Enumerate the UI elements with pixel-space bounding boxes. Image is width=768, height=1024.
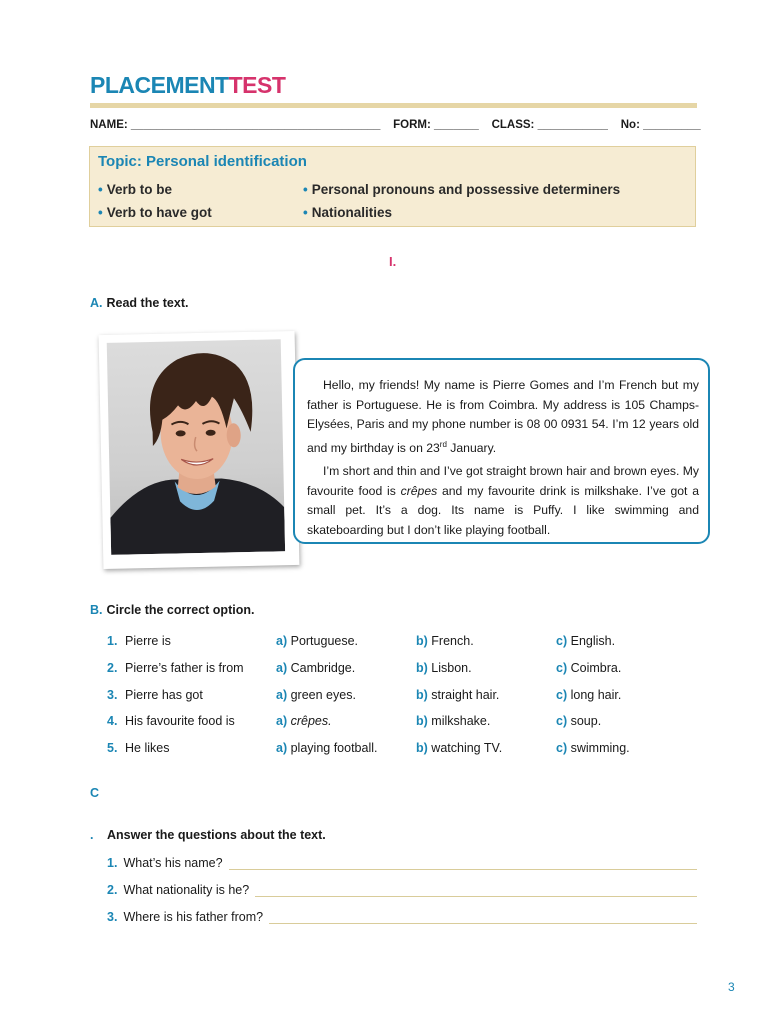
- option-a[interactable]: [276, 688, 356, 702]
- question-text: Where is his father from?: [123, 910, 264, 924]
- title-divider: [90, 103, 697, 108]
- bullet-icon: •: [98, 182, 103, 197]
- section-a-letter: A.: [90, 296, 103, 310]
- question-stem-wrap: [125, 634, 171, 648]
- option-b-text: milkshake.: [431, 714, 491, 729]
- topic-item: [303, 182, 620, 197]
- topic-box: [89, 146, 696, 227]
- question-number: 1.: [107, 856, 118, 870]
- option-c-letter: c): [556, 714, 568, 729]
- italic-word: crêpes: [400, 483, 438, 498]
- open-question: [107, 882, 697, 897]
- option-b-letter: b): [416, 741, 428, 756]
- option-a-text: crêpes.: [290, 714, 332, 729]
- option-a[interactable]: [276, 634, 358, 648]
- open-question: [107, 855, 697, 870]
- reading-paragraph: [307, 462, 699, 540]
- form-field[interactable]: _______: [434, 119, 479, 131]
- question-number-wrap: [107, 661, 117, 675]
- title-test: TEST: [228, 72, 286, 98]
- question-number-wrap: [107, 741, 117, 755]
- speech-bubble: [293, 358, 710, 544]
- question-stem-wrap: [125, 714, 235, 728]
- choice-question: [107, 688, 707, 706]
- option-c-text: long hair.: [570, 687, 622, 702]
- question-number: 5.: [107, 741, 118, 756]
- option-a-letter: a): [276, 714, 288, 729]
- option-a[interactable]: [276, 714, 332, 728]
- option-c[interactable]: [556, 714, 601, 728]
- question-number: 4.: [107, 714, 118, 729]
- reading-text: [307, 376, 699, 544]
- section-a-heading: [90, 296, 188, 310]
- option-b-text: watching TV.: [431, 741, 503, 756]
- option-c-letter: c): [556, 660, 568, 675]
- option-b-text: French.: [431, 634, 474, 648]
- option-a[interactable]: [276, 741, 377, 755]
- option-c-letter: c): [556, 634, 568, 648]
- option-b-text: straight hair.: [431, 687, 500, 702]
- question-number: 3.: [107, 687, 118, 702]
- option-c[interactable]: [556, 661, 621, 675]
- bullet-icon: •: [303, 182, 308, 197]
- section-c-letter-text: C: [90, 786, 100, 800]
- boy-photo: [107, 339, 285, 555]
- open-question: [107, 909, 697, 924]
- option-c-text: Coimbra.: [570, 660, 622, 675]
- section-b-letter: B.: [90, 603, 103, 617]
- class-field[interactable]: ___________: [537, 119, 608, 131]
- answer-line[interactable]: [229, 855, 697, 870]
- option-c[interactable]: [556, 634, 615, 648]
- option-b-text: Lisbon.: [431, 660, 472, 675]
- page-number: 3: [728, 980, 735, 994]
- option-b-letter: b): [416, 660, 428, 675]
- section-b-heading: [90, 603, 254, 617]
- question-stem: He likes: [125, 741, 170, 756]
- option-a-letter: a): [276, 687, 288, 702]
- question-number: 2.: [107, 883, 118, 897]
- option-c-text: English.: [570, 634, 616, 648]
- question-stem-wrap: [125, 741, 169, 755]
- page-title: [90, 72, 285, 99]
- question-number: 3.: [107, 910, 118, 924]
- question-stem-wrap: [125, 688, 203, 702]
- student-info-line: [90, 119, 701, 131]
- option-b[interactable]: [416, 634, 474, 648]
- topic-item-label: Nationalities: [311, 205, 393, 220]
- section-c-dot: .: [90, 828, 94, 842]
- no-field[interactable]: _________: [643, 119, 701, 131]
- question-stem: His favourite food is: [125, 714, 235, 729]
- option-c-letter: c): [556, 687, 568, 702]
- question-stem-wrap: [125, 661, 244, 675]
- question-number: 2.: [107, 660, 118, 675]
- option-c-letter: c): [556, 741, 568, 756]
- question-number-wrap: [107, 688, 117, 702]
- option-a-text: Cambridge.: [290, 660, 356, 675]
- reading-paragraph: [307, 376, 699, 458]
- text-run: Hello, my friends! My name is Pierre Gomes and I’m French but my father is Portuguese. He is from Coimbra. My address is 105 Champs-Elysées, Paris and my phone number is 08 00 0931 54. I’m 12 years old and my birthday is on 23: [307, 378, 699, 455]
- bullet-icon: •: [98, 205, 103, 220]
- option-b[interactable]: [416, 661, 472, 675]
- topic-item-label: Personal pronouns and possessive determiners: [311, 182, 621, 197]
- option-c-text: soup.: [570, 714, 602, 729]
- section-a-instruction: Read the text.: [106, 296, 189, 310]
- option-a-letter: a): [276, 660, 288, 675]
- option-b[interactable]: [416, 741, 502, 755]
- text-run: January.: [446, 440, 497, 455]
- bullet-icon: •: [303, 205, 308, 220]
- option-a-text: Portuguese.: [290, 634, 359, 648]
- section-c-letter: [90, 786, 103, 800]
- text-run: I’m short and thin and I’ve got straight brown hair and brown eyes. My favourite food is: [307, 464, 699, 498]
- option-c-text: swimming.: [570, 741, 630, 756]
- no-label: No:: [620, 119, 640, 131]
- topic-item: [98, 205, 212, 220]
- text-run: and my favourite drink is milkshake. I’ve got a small pet. It’s a dog. Its name is Puffy. I like swimming and skateboarding but I don’t like playing football.: [307, 483, 699, 537]
- option-c[interactable]: [556, 741, 630, 755]
- form-label: FORM:: [393, 119, 431, 131]
- option-b-letter: b): [416, 714, 428, 729]
- option-a-text: green eyes.: [290, 687, 356, 702]
- section-numeral: I.: [389, 254, 397, 269]
- topic-item-label: Verb to have got: [106, 205, 212, 220]
- name-label: NAME:: [90, 119, 128, 131]
- answer-line[interactable]: [269, 909, 697, 924]
- option-a-letter: a): [276, 741, 288, 756]
- option-a-letter: a): [276, 634, 288, 648]
- topic-title: Topic: Personal identification: [98, 153, 307, 170]
- question-text: What’s his name?: [123, 856, 223, 870]
- option-b-letter: b): [416, 634, 428, 648]
- section-c-instruction: Answer the questions about the text.: [107, 828, 326, 842]
- question-number: 1.: [107, 634, 118, 648]
- choice-question: [107, 634, 707, 652]
- option-b[interactable]: [416, 714, 490, 728]
- answer-line[interactable]: [255, 882, 697, 897]
- boy-photo-frame: [99, 331, 300, 569]
- option-b-letter: b): [416, 687, 428, 702]
- section-b-instruction: Circle the correct option.: [106, 603, 255, 617]
- question-number-wrap: [107, 714, 117, 728]
- topic-item: [303, 205, 392, 220]
- option-c[interactable]: [556, 688, 621, 702]
- choice-question: [107, 714, 707, 732]
- name-field[interactable]: _______________________________________: [130, 119, 381, 131]
- choice-question: [107, 741, 707, 759]
- question-stem: Pierre is: [125, 634, 171, 648]
- question-text: What nationality is he?: [123, 883, 250, 897]
- superscript: rd: [439, 439, 447, 449]
- class-label: CLASS:: [491, 119, 535, 131]
- question-number-wrap: [107, 634, 117, 648]
- question-stem: Pierre’s father is from: [125, 660, 244, 675]
- choice-question: [107, 661, 707, 679]
- option-a[interactable]: [276, 661, 355, 675]
- option-b[interactable]: [416, 688, 499, 702]
- topic-item-label: Verb to be: [106, 182, 172, 197]
- option-a-text: playing football.: [290, 741, 378, 756]
- topic-item: [98, 182, 172, 197]
- section-c-heading: [90, 828, 97, 842]
- question-stem: Pierre has got: [125, 687, 203, 702]
- title-placement: PLACEMENT: [90, 72, 229, 98]
